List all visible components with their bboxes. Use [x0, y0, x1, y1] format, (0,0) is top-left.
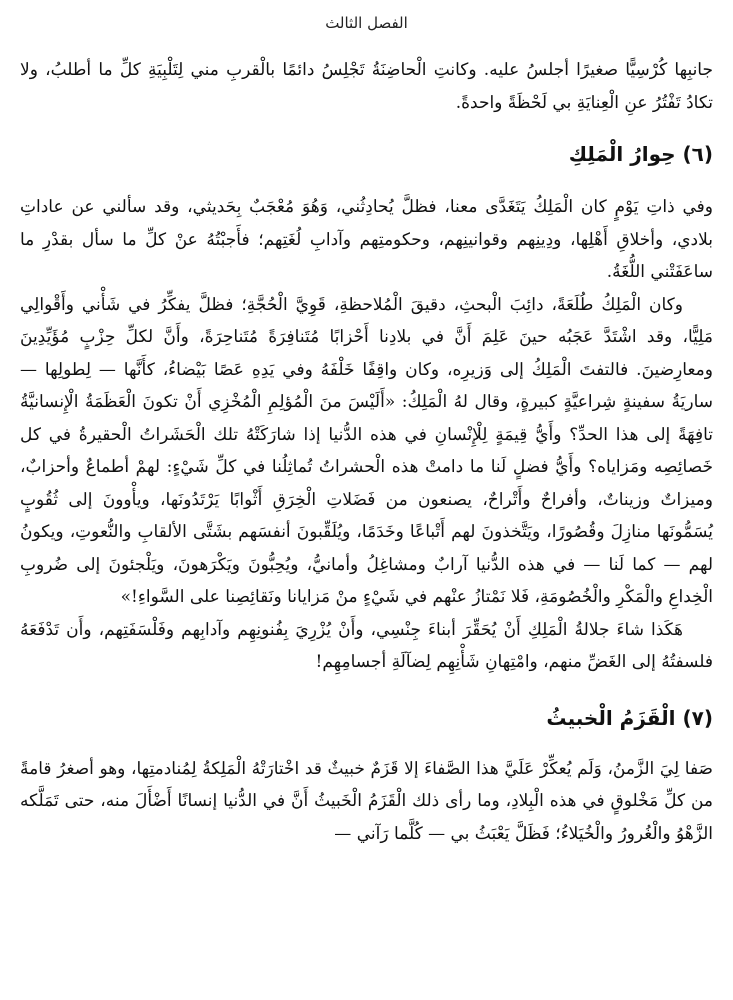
section-6-paragraph-1: وفي ذاتِ يَوْمٍ كان الْمَلِكُ يَتَغَدَّى معنا، فظلَّ يُحادِثُني، وَهُوَ مُعْجَبٌ بِحَديثي، وقد سألني عن عاداتِ بلادي، وأخلاقِ أَهْلِها، ودِينِهم وقوانينِهم، وحكومتِهم وآدابِ لُغَتِهم؛ فأَجبْتُهُ عنْ كلِّ ما سأل بقدْرِ ما ساعَفَتْني اللُّغَةُ. [20, 197, 713, 282]
section-6-heading: (٦) حِوارُ الْمَلِكِ [568, 142, 713, 166]
carryover-paragraph: جانبِها كُرْسِيًّا صغيرًا أجلسُ عليه. وكانتِ الْحاضِنَةُ تَجْلِسُ دائمًا بالْقربِ مني لِتَلْبِيَةِ كلِّ ما أطلبُ، ولا تكادُ تَفْتُرُ عنِ الْعِنايَةِ بي لَحْظَةً واحدةً. [20, 60, 713, 113]
section-6-paragraph-2: وكان الْمَلِكُ طُلَعَةً، دائِبَ الْبحثِ، دقيقَ الْمُلاحظةِ، قَوِيَّ الْحُجَّةِ؛ فظلَّ يفكِّرُ في شَأْني وأَقْوالِي مَلِيًّا، وقد اشْتَدَّ عَجَبُه حينَ عَلِمَ أَنَّ في بلادِنا أَحْزابًا مُتَنافِرَةً مُتَناحِرَةً، وأَنَّ لكلِّ حِزْبٍ مُؤَيِّدِينَ ومعارِضينَ. فالتفتَ الْمَلِكُ إلى وَزيرِه، وكان واقِفًا خَلْفَهُ وفي يَدِهِ عَصًا بَيْضاءُ، كأَنَّها — لِطولِها — ساريَةُ سفينةٍ شِراعيَّةٍ كبيرةٍ، وقال لهُ الْمَلِكُ: «أَلَيْسَ منَ الْمُؤلِمِ الْمُخْزِي أَنْ تكونَ الْعَظَمَةُ الْإِنسانيَّةُ تافِهَةً إلى هذا الحدِّ؟ وأَيُّ قِيمَةٍ لِلْإِنْسانِ في هذه الدُّنيا إذا شارَكَتْهُ تلك الْحَشَراتُ الْحقيرةُ في كل خَصائِصِه ومَزاياه؟ وأَيُّ فضلٍ لَنا ما دامتْ هذه الْحشراتُ تُماثِلُنا في كلِّ شَيْءٍ: لهمْ أطماعٌ وأحزابٌ، وميزاتٌ وزيناتٌ، وأفراحٌ وأَتْراحٌ، يصنعون من فَضَلاتِ الْخِرَقِ أَثْوابًا يَرْتَدُونَها، ويأْوونَ إلى ثُقُوبٍ يُسَمُّونَها منازِلَ وقُصُورًا، ويَتَّخذونَ لهم أَتْباعًا وخَدَمًا، ويُلَقِّبونَ أنفسَهم بشَتَّى الألقابِ والنُّعوتِ، ويكونُ لهم — كما لَنا — في هذه الدُّنيا آرابٌ ومشاغِلُ وأمانيُّ، ويُحِبُّونَ ويَكْرَهونَ، ويَلْجئونَ إلى ضُروبِ الْخِداعِ والْمَكْرِ والْخُصُومَةِ، فَلا نَمْتازُ عنْهم في شَيْءٍ منْ مَزايانا ونَقائِصِنا على السَّواءِ!» [20, 294, 713, 607]
section-7-heading: (٧) الْقَزَمُ الْخبيثُ [546, 705, 713, 730]
running-header: الفصل الثالث [325, 14, 408, 32]
section-6-paragraph-3: هَكَذا شاءَ جلالةُ الْمَلِكِ أَنْ يُحَقِّرَ أبناءَ جِنْسِي، وأَنْ يُزْرِيَ بِفُنونِهِم وآدابِهم وفَلْسَفَتِهم، وأَن تَدْفَعَهُ فلسفتُهُ إلى الغَضِّ منهم، وامْتِهانِ شَأْنِهِم لِضآلَةِ أجسامِهِم! [20, 619, 713, 672]
section-7-paragraph-1: صَفا لِيَ الزَّمنُ، وَلَم يُعكِّرْ عَلَيَّ هذا الصَّفاءَ إلا قَزَمٌ خبيثٌ قد اخْتارَتْهُ الْمَلِكةُ لِمُنادمتِها، وهو أصغرُ قامةً من كلِّ مَخْلوقٍ في هذه الْبِلادِ، وما رأى ذلك الْقَزَمُ الْخَبيثُ أَنَّ في الدُّنيا إنسانًا أَضْأَلَ منه، حتى تَمَلَّكه الزَّهْوُ والْغُرورُ والْخُيَلاءُ؛ فَظَلَّ يَعْبَثُ بي — كُلَّما رَآني — [20, 758, 713, 844]
